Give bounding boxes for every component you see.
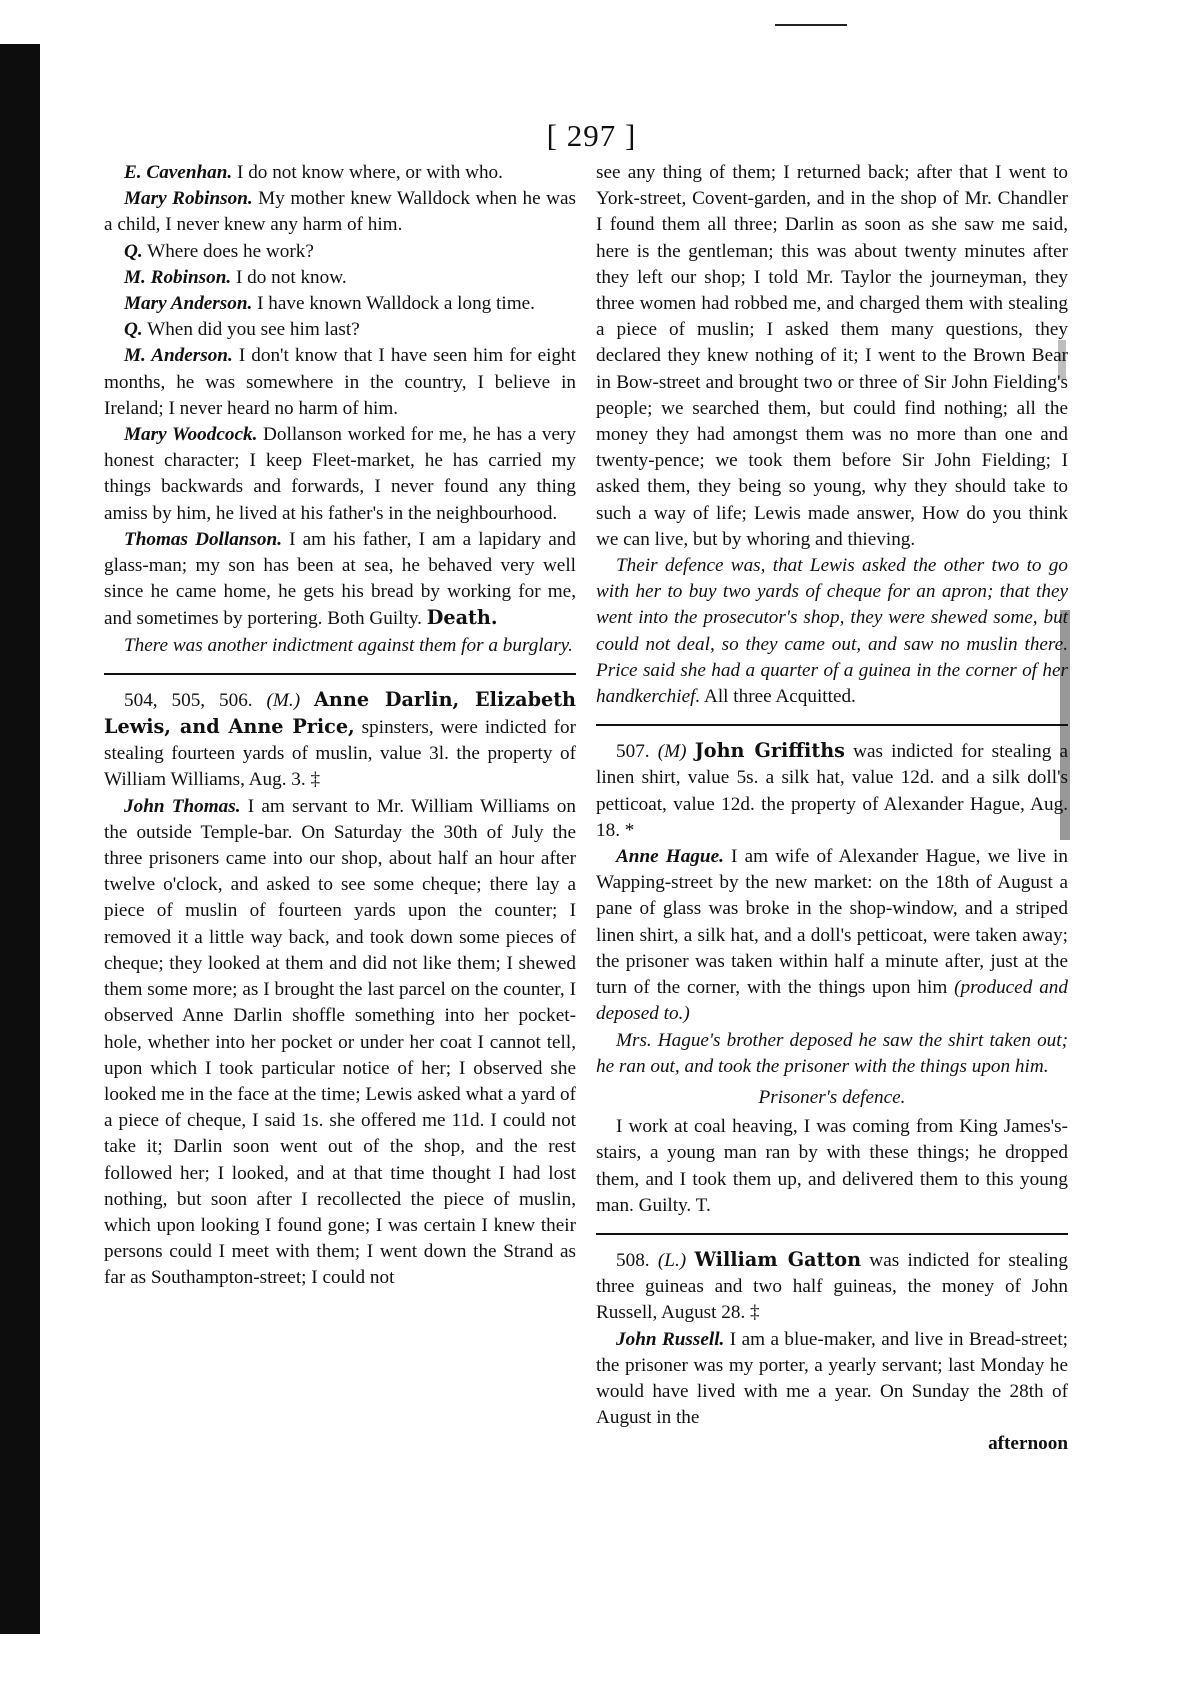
defendant-names: Anne Darlin, Elizabeth Lewis, and Anne Price, bbox=[104, 687, 577, 739]
book-spine-shadow bbox=[0, 44, 40, 1634]
defendant-name: William Gatton bbox=[694, 1247, 862, 1271]
top-rule bbox=[775, 24, 847, 26]
testimony-paragraph: Thomas Dollanson. I am his father, I am a lapidary and glass-man; my son has been at sea, he behaved very well since he came home, he gets his bread by working for me, and sometimes by portering. Both Guilty. Death. bbox=[104, 528, 576, 630]
case-heading: 504, 505, 506. (M.) Anne Darlin, Elizabeth Lewis, and Anne Price, spinsters, were indicted for stealing fourteen yards of muslin, value 3l. the property of William Williams, Aug. 3. ‡ bbox=[104, 687, 577, 791]
right-column bbox=[596, 160, 1068, 1458]
note-paragraph: Mrs. Hague's brother deposed he saw the shirt taken out; he ran out, and took the prisoner with the things upon him. bbox=[596, 1029, 1068, 1077]
testimony-paragraph: John Thomas. I am servant to Mr. William Williams on the outside Temple-bar. On Saturday the 30th of July the three prisoners came into our shop, about half an hour after twelve o'clock, and asked to see some cheque; there lay a piece of muslin of fourteen yards upon the counter; I removed it a little way back, and took down some pieces of cheque; they looked at them and did not like them; I shewed them some more; as I brought the last parcel on the counter, I observed Anne Darlin shoffle something into her pocket-hole, whether into her pocket or under her coat I cannot tell, upon which I took particular notice of her; I observed she looked me in the face at the time; Lewis asked what a yard of a piece of cheque, I said 1s. she offered me 11d. I could not take it; Darlin soon went out of the shop, and the rest followed her; I looked, and at that time thought I had lost nothing, but soon after I recollected the piece of muslin, which upon looking I found gone; I was certain I knew their persons could I meet with them; I went down the Strand as far as Southampton-street; I could not bbox=[104, 795, 576, 1289]
left-column bbox=[104, 160, 576, 1292]
defence-paragraph: Their defence was, that Lewis asked the other two to go with her to buy two yards of cheque for an apron; that they went into the prosecutor's shop, they were shewed some, but could not deal, so they came out, and saw no muslin there. Price said she had a quarter of a guinea in the corner of her handkerchief. All three Acquitted. bbox=[596, 555, 1068, 708]
testimony-paragraph: Anne Hague. I am wife of Alexander Hague, we live in Wapping-street by the new market: on the 18th of August a pane of glass was broke in the shop-window, and a striped linen shirt, a silk hat, and a doll's petticoat, were taken away; the prisoner was taken within half a minute after, just at the turn of the corner, with the things upon him (produced and deposed to.) bbox=[596, 846, 1068, 1025]
question-paragraph: Q. When did you see him last? bbox=[124, 319, 360, 341]
testimony-paragraph: Mary Anderson. I have known Walldock a long time. bbox=[124, 293, 535, 315]
testimony-paragraph: Mary Robinson. My mother knew Walldock when he was a child, I never knew any harm of him. bbox=[104, 188, 577, 236]
testimony-paragraph: E. Cavenhan. I do not know where, or with who. bbox=[124, 162, 503, 183]
note-paragraph: There was another indictment against them for a burglary. bbox=[124, 634, 573, 656]
defendant-name: John Griffiths bbox=[694, 739, 845, 763]
catchword: afternoon bbox=[988, 1433, 1068, 1455]
testimony-paragraph: M. Anderson. I don't know that I have seen him for eight months, he was somewhere in the country, I believe in Ireland; I never heard no harm of him. bbox=[104, 345, 576, 419]
testimony-continuation: see any thing of them; I returned back; after that I went to York-street, Covent-garden, and in the shop of Mr. Chandler I found them all three; Darlin as soon as she saw me said, here is the gentleman; this was about twenty minutes after they left our shop; I told Mr. Taylor the journeyman, they three women had robbed me, and charged them with stealing a piece of muslin; I asked them many questions, they declared they knew nothing of it; I went to the Brown Bear in Bow-street and brought two or three of Sir John Fielding's people; we searched them, but could find nothing; all the money they had amongst them was no more than one and twenty-pence; we took them before Sir John Fielding; I asked them, they being so young, why they should take to such a way of life; Lewis made answer, How do you think we can live, but by whoring and thieving. bbox=[596, 162, 1068, 550]
case-divider bbox=[596, 724, 1068, 726]
sentence-label: Death. bbox=[426, 606, 498, 630]
testimony-paragraph: Mary Woodcock. Dollanson worked for me, he has a very honest character; I keep Fleet-market, he has carried my things backwards and forwards, I never found any thing amiss by him, he lived at his father's in the neighbourhood. bbox=[104, 424, 576, 524]
question-paragraph: Q. Where does he work? bbox=[124, 240, 314, 262]
page-number: [ 297 ] bbox=[546, 118, 637, 153]
case-heading: 508. (L.) William Gatton was indicted for stealing three guineas and two half guineas, the money of John Russell, August 28. ‡ bbox=[596, 1247, 1068, 1324]
testimony-paragraph: M. Robinson. I do not know. bbox=[124, 266, 347, 288]
case-divider bbox=[104, 673, 576, 675]
defence-paragraph: I work at coal heaving, I was coming from King James's-stairs, a young man ran by with these things; he dropped them, and I took them up, and delivered them to this young man. Guilty. T. bbox=[596, 1116, 1068, 1216]
testimony-paragraph: John Russell. I am a blue-maker, and live in Bread-street; the prisoner was my porter, a yearly servant; last Monday he would have lived with me a year. On Sunday the 28th of August in the bbox=[596, 1328, 1068, 1429]
case-divider bbox=[596, 1233, 1068, 1235]
section-heading: Prisoner's defence. bbox=[758, 1086, 906, 1108]
case-heading: 507. (M) John Griffiths was indicted for stealing a linen shirt, value 5s. a silk hat, value 12d. and a silk doll's petticoat, value 12d. the property of Alexander Hague, Aug. 18. * bbox=[596, 739, 1068, 841]
